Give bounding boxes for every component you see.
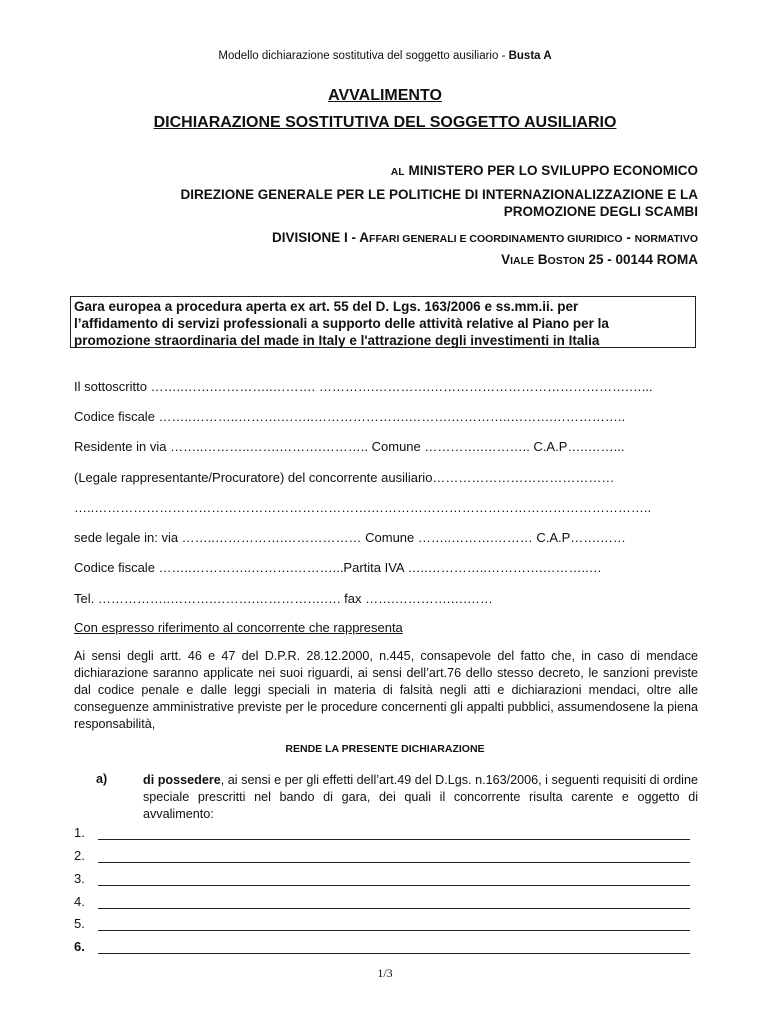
riferimento-heading: Con espresso riferimento al concorrente che rappresenta xyxy=(74,620,403,635)
item-a-body: , ai sensi e per gli effetti dell’art.49 del D.Lgs. n.163/2006, i seguenti requisiti di ordine speciale prescritti nel bando di gara, dei quali il concorrente risulta carente e oggetto di avvalimento: xyxy=(143,773,698,821)
document-title: AVVALIMENTO xyxy=(328,87,442,104)
list-item[interactable] xyxy=(74,825,696,842)
division-c: - xyxy=(622,230,635,245)
list-number: 1. xyxy=(74,825,85,840)
recipient-al: AL xyxy=(390,166,405,178)
document-subtitle: DICHIARAZIONE SOSTITUTIVA DEL SOGGETTO AUSILIARIO xyxy=(153,114,617,131)
direction-line1: DIREZIONE GENERALE PER LE POLITICHE DI INTERNAZIONALIZZAZIONE E LA xyxy=(180,187,698,202)
blank-line[interactable] xyxy=(98,839,690,840)
item-a-label: a) xyxy=(96,772,108,786)
gara-box xyxy=(70,296,696,348)
list-item[interactable] xyxy=(74,848,696,865)
field-residente[interactable]: Residente in via ……..………..…….……….……….. Comune …………..……….. C.A.P…..……... xyxy=(74,439,625,454)
list-number: 6. xyxy=(74,939,85,954)
list-item[interactable] xyxy=(74,894,696,911)
gara-line1: Gara europea a procedura aperta ex art. 55 del D. Lgs. 163/2006 e ss.mm.ii. per xyxy=(74,299,579,314)
division-b: FFARI GENERALI E COORDINAMENTO GIURIDICO xyxy=(369,233,623,245)
blank-line[interactable] xyxy=(98,885,690,886)
recipient-ministry xyxy=(391,162,698,181)
field-sede-legale[interactable]: sede legale in: via ……..…………….……………… Comune ……..……….……… C.A.P…….…… xyxy=(74,530,626,545)
declaration-paragraph: Ai sensi degli artt. 46 e 47 del D.P.R. 28.12.2000, n.445, consapevole del fatto che, in caso di mendace dichiarazione saranno applicate nei suoi riguardi, ai sensi dell’art.76 dello stesso decreto, le sanzioni previste dal codice penale e dalle leggi speciali in materia di falsità negli atti e dichiarazioni mendaci, oltre alle conseguenze amministrative previste per le procedure concernenti gli appalti pubblici, assumendosene la piena responsabilità, xyxy=(74,649,698,731)
blank-line[interactable] xyxy=(98,908,690,909)
list-number: 5. xyxy=(74,916,85,931)
rende-heading: RENDE LA PRESENTE DICHIARAZIONE xyxy=(285,743,485,755)
field-codice-piva[interactable]: Codice fiscale ……..…………..……….………...Partita IVA …..…………..………….………..… xyxy=(74,560,602,575)
division-d: NORMATIVO xyxy=(634,233,698,245)
direction-line2: PROMOZIONE DEGLI SCAMBI xyxy=(503,204,698,219)
page-header xyxy=(0,50,770,62)
blank-line[interactable] xyxy=(98,930,690,931)
item-a-bold: di possedere xyxy=(143,773,221,787)
address-d: OSTON xyxy=(547,255,585,267)
list-number: 3. xyxy=(74,871,85,886)
page-number: 1/3 xyxy=(377,966,393,980)
recipient-address xyxy=(501,251,698,270)
blank-line[interactable] xyxy=(98,953,690,954)
address-e: 25 - 00144 ROMA xyxy=(584,252,698,267)
division-a: DIVISIONE I - A xyxy=(272,230,370,245)
recipient-direction xyxy=(180,186,698,220)
list-number: 4. xyxy=(74,894,85,909)
field-sottoscritto[interactable]: Il sottoscritto ……..…….…………..………. ………….………….……………………………………….…... xyxy=(74,379,653,394)
header-busta: Busta A xyxy=(508,50,552,62)
list-item[interactable] xyxy=(74,916,696,933)
blank-line[interactable] xyxy=(98,862,690,863)
list-item[interactable] xyxy=(74,939,696,956)
address-b: IALE xyxy=(510,255,535,267)
gara-line3: promozione straordinaria del made in Italy e l'attrazione degli investimenti in Italia xyxy=(74,333,600,348)
field-dots-line[interactable]: …..……………………………………………………….……………………………………………………….. xyxy=(74,500,652,515)
field-tel-fax[interactable]: Tel. ……………..……….……….…………….…. fax …….………….….…… xyxy=(74,591,493,606)
header-text: Modello dichiarazione sostitutiva del soggetto ausiliario - xyxy=(218,50,509,62)
gara-line2: l’affidamento di servizi professionali a supporto delle attività relative al Piano per la xyxy=(74,316,609,331)
address-a: V xyxy=(501,252,511,267)
list-item[interactable] xyxy=(74,871,696,888)
address-c: B xyxy=(534,252,548,267)
list-number: 2. xyxy=(74,848,85,863)
field-codice-fiscale[interactable]: Codice fiscale ……..………..……….……..………………….……….…………..……….…………….. xyxy=(74,409,626,424)
recipient-division xyxy=(272,229,698,248)
field-legale-rappresentante[interactable]: (Legale rappresentante/Procuratore) del concorrente ausiliario…………………………………… xyxy=(74,470,615,485)
item-a-text xyxy=(143,772,698,823)
ministry-name: MINISTERO PER LO SVILUPPO ECONOMICO xyxy=(408,163,698,178)
